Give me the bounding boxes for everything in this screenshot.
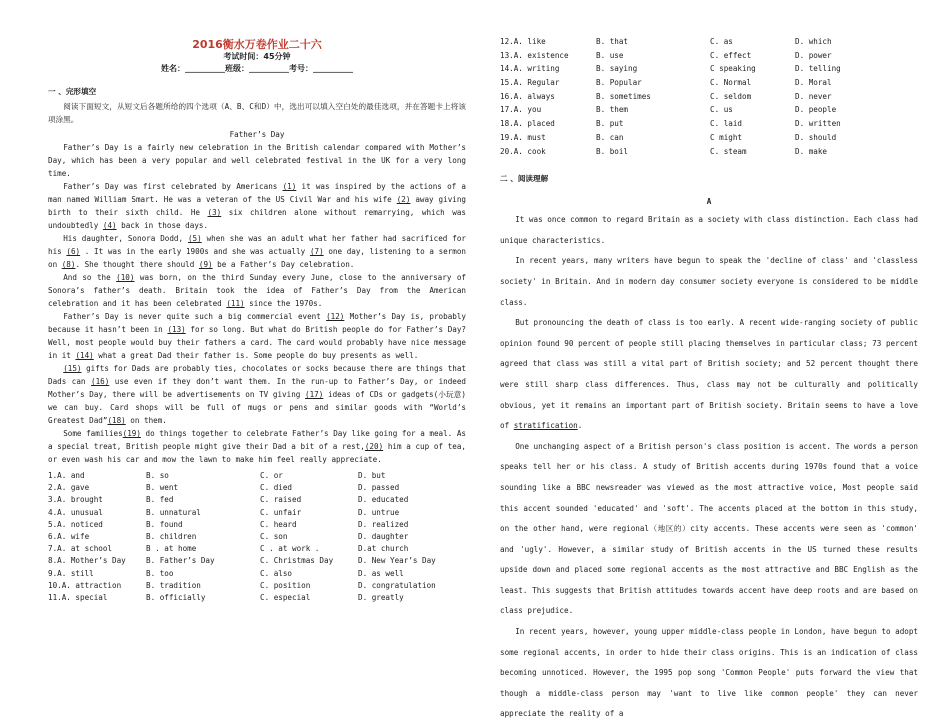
student-info-fields: 姓名：__________班级：__________考号：__________ [161,64,353,73]
option-row [48,518,466,530]
option-c: C. died [260,483,293,493]
reading-passage [500,210,918,725]
option-b: B. tradition [146,580,201,590]
blank-marker: (17) [305,390,324,399]
option-b: B. Father’s Day [146,556,215,566]
section-heading-cloze: 一 、完形填空 [48,87,97,96]
option-d: D. as well [358,568,404,578]
blank-marker: (5) [187,234,202,243]
option-d: D. written [795,119,841,129]
option-d: D.at church [358,544,409,554]
option-a: 15.A. Regular [500,78,560,88]
option-row [48,554,466,566]
option-row [500,131,918,145]
option-c: C. as [710,37,733,46]
option-b: B. use [596,50,624,60]
option-a: 17.A. you [500,105,542,115]
option-row [48,530,466,542]
option-c: C. Normal [710,78,752,88]
option-d: D. telling [795,64,841,74]
blank-marker: (6) [66,247,81,256]
option-row [48,469,466,481]
page-title: 2016衡水万卷作业二十六 [192,38,322,51]
blank-marker: (13) [167,325,186,334]
option-row [48,493,466,505]
option-a: 20.A. cook [500,146,546,156]
blank-marker: (3) [207,208,222,217]
option-c: C. position [260,580,311,590]
option-row [48,481,466,493]
blank-marker: (12) [326,312,345,321]
option-b: B. so [146,471,169,480]
option-c: C. especial [260,592,311,602]
blank-marker: (15) [63,364,82,373]
section-heading-reading: 二 、阅读理解 [500,174,549,184]
blank-marker: (18) [107,416,126,425]
option-d: D. realized [358,519,409,529]
cloze-paragraph: His daughter, Sonora Dodd, (5) when she was an adult what her father had sacrificed for his (6) . It was in the early 1900s and she was actually (7) one day, listening to a sermon on (8). She thought there should (9) be a Father’s Day celebration. [48,234,466,269]
blank-marker: (4) [102,221,117,230]
option-c: C. laid [710,119,743,129]
option-row [48,591,466,603]
option-c: C. son [260,531,288,541]
option-a: 18.A. placed [500,119,555,129]
option-d: D. educated [358,495,409,505]
option-row [500,145,918,159]
cloze-paragraph: (15) gifts for Dads are probably ties, chocolates or socks because there are things that Dads can (16) use even if they don’t want them. In the run-up to Father’s Day, or indeed Mother’s Day, there will be advertisements on TV giving (17) ideas of CDs or gadgets(小玩意) we can buy. Card shops will be full of mugs or pens and similar goods with “World’s Greatest Dad”(18) on them. [48,364,466,425]
options-list-right [500,35,918,158]
option-c: C. steam [710,146,747,156]
reading-passage-label: A [706,197,712,207]
option-c: C. raised [260,495,302,505]
option-c: C. us [710,105,733,115]
option-row [500,103,918,117]
cloze-passage [48,141,466,466]
option-a: 8.A. Mother’s Day [48,556,126,566]
blank-marker: (16) [91,377,110,386]
option-a: 16.A. always [500,91,555,101]
option-a: 4.A. unusual [48,507,103,517]
option-row [48,506,466,518]
option-c: C. or [260,471,283,480]
blank-marker: (8) [61,260,76,269]
option-a: 13.A. existence [500,50,569,60]
option-d: D. untrue [358,507,400,517]
left-column [48,0,466,603]
option-d: D. New Year’s Day [358,556,436,566]
blank-marker: (9) [198,260,213,269]
option-b: B. sometimes [596,91,651,101]
option-b: B. can [596,132,624,142]
option-a: 9.A. still [48,568,94,578]
option-c: C. also [260,568,293,578]
option-b: B. fed [146,495,174,505]
option-b: B. Popular [596,78,642,88]
option-d: D. which [795,37,832,46]
blank-marker: (1) [282,182,297,191]
right-column [500,0,918,725]
option-a: 5.A. noticed [48,519,103,529]
option-row [500,90,918,104]
option-b: B. saying [596,64,638,74]
options-list-left [48,469,466,603]
cloze-paragraph: Father’s Day is a fairly new celebration in the British calendar compared with Mother’s Day, which has been a very popular and well celebrated festival in the UK for a very long time. [48,143,466,178]
option-a: 10.A. attraction [48,580,122,590]
blank-marker: (20) [364,442,384,451]
option-b: B. unnatural [146,507,201,517]
instructions: 阅读下面短文，从短文后各题所给的四个选项（A、B、C和D）中，选出可以填入空白处的最佳选项，并在答题卡上将该项涂黑。 [48,102,466,124]
option-c: C. seldom [710,91,752,101]
passage-title: Father’s Day [229,130,285,139]
blank-marker: (14) [75,351,94,360]
option-c: C. unfair [260,507,302,517]
cloze-paragraph: And so the (10) was born, on the third Sunday every June, close to the anniversary of Sonora’s father’s death. Britain took the idea of Father’s Day from the American celebration and it has been celebrated (11) since the 1970s. [48,273,466,308]
option-a: 12.A. like [500,37,546,46]
option-c: C might [710,132,743,142]
blank-marker: (19) [122,429,141,438]
option-c: C . at work . [260,544,320,554]
option-b: B. went [146,483,179,493]
reading-paragraph: In recent years, however, young upper middle-class people in London, have begun to adopt some regional accents, in order to hide their class origins. This is an indication of class becoming unnoticed. However, the 1995 pop song 'Common People' puts forward the view that though a middle-class person may 'want to live like common people' they can never appreciate the reality of a [500,627,918,719]
option-a: 11.A. special [48,592,108,602]
blank-marker: (11) [226,299,245,308]
reading-paragraph: But pronouncing the death of class is too early. A recent wide-ranging society of public opinion found 90 percent of people still placing themselves in particular class; 73 percent agreed that class was still a vital part of British society; and 52 percent thought there were still sharp class differences. Thus, class may not be culturally and politically obvious, yet it remains an important part of British society. Britain seems to have a love of stratification. [500,318,918,431]
option-d: D. congratulation [358,580,436,590]
option-row [500,76,918,90]
option-d: D. people [795,105,837,115]
option-a: 19.A. must [500,132,546,142]
option-c: C. Christmas Day [260,556,334,566]
underlined-word: stratification [513,421,578,431]
exam-time: 考试时间：45分钟 [223,52,291,61]
option-b: B. too [146,568,174,578]
reading-paragraph: It was once common to regard Britain as a society with class distinction. Each class had unique characteristics. [500,215,918,245]
option-d: D. Moral [795,78,832,88]
blank-marker: (7) [309,247,324,256]
option-c: C. effect [710,50,752,60]
option-b: B. boil [596,146,629,156]
option-a: 3.A. brought [48,495,103,505]
blank-marker: (10) [116,273,135,282]
cloze-paragraph: Some families(19) do things together to celebrate Father’s Day like going for a meal. As a special treat, British people might give their Dad a bit of a rest,(20) him a cup of tea, or even wash his car and mow the lawn to make him feel really appreciate. [48,429,466,464]
option-row [500,62,918,76]
option-a: 2.A. gave [48,483,90,493]
cloze-paragraph: Father’s Day is never quite such a big commercial event (12) Mother’s Day is, probably because it hasn’t been in (13) for so long. But what do British people do for Father’s Day? Well, most people would buy their fathers a card. The card would probably have nice message in it (14) what a great Dad their father is. Some people do buy presents as well. [48,312,466,360]
option-a: 1.A. and [48,471,85,480]
option-a: 6.A. wife [48,531,90,541]
option-b: B. children [146,531,197,541]
cloze-paragraph: Father’s Day was first celebrated by Americans (1) it was inspired by the actions of a man named William Smart. He was a veteran of the US Civil War and his wife (2) away giving birth to their sixth child. He (3) six children alone without remarrying, which was undoubtedly (4) back in those days. [48,182,466,230]
option-a: 7.A. at school [48,544,113,554]
option-row [500,49,918,63]
option-d: D. power [795,50,832,60]
reading-paragraph: One unchanging aspect of a British person's class position is accent. The words a person speaks tell her or his class. A study of British accents during 1970s found that a voice sounding like a BBC newsreader was viewed as the most attractive voice, Most people said this accent sounded 'educated' and 'soft'. The accents placed at the bottom in this study, on the other hand, were regional（地区的）city accents. These accents were seen as 'common' and 'ugly'. However, a similar study of British accents in the US turned these results upside down and placed some regional accents as the most attractive and BBC English as the least. This suggests that British attitudes towards accent have deep roots and are based on class prejudice. [500,441,918,616]
option-c: C speaking [710,64,756,74]
option-c: C. heard [260,519,297,529]
option-row [500,117,918,131]
option-row [48,542,466,554]
option-d: D. passed [358,483,400,493]
option-b: B . at home [146,544,197,554]
option-b: B. them [596,105,629,115]
option-d: D. greatly [358,592,404,602]
option-b: B. put [596,119,624,129]
option-d: D. should [795,132,837,142]
option-d: D. daughter [358,531,409,541]
option-row [48,567,466,579]
option-row [48,579,466,591]
reading-paragraph: In recent years, many writers have begun to speak the 'decline of class' and 'classless society' in Britain. And in modern day consumer society everyone is considered to be middle class. [500,256,918,307]
blank-marker: (2) [396,195,411,204]
option-b: B. that [596,37,629,46]
option-row [500,35,918,49]
option-b: B. found [146,519,183,529]
option-d: D. never [795,91,832,101]
option-a: 14.A. writing [500,64,560,74]
option-d: D. make [795,146,828,156]
option-d: D. but [358,471,386,480]
option-b: B. officially [146,592,206,602]
